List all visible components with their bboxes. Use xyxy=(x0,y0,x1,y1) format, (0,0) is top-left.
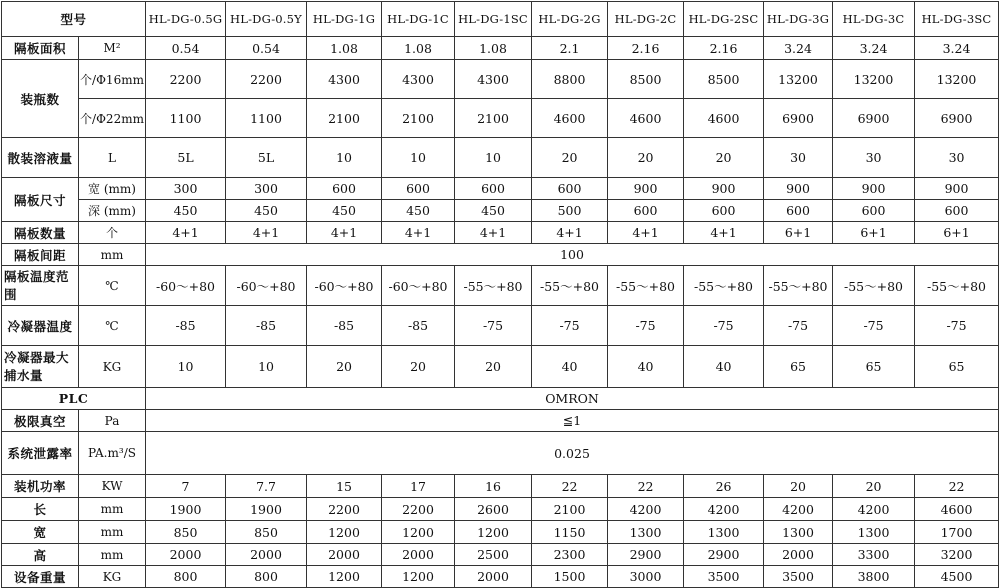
unit-cell: L xyxy=(79,138,146,178)
value-cell: 13200 xyxy=(764,60,833,99)
row-shelf-width xyxy=(2,178,999,200)
unit-cell: Pa xyxy=(79,410,146,432)
value-cell: 450 xyxy=(226,200,307,222)
value-cell: 20 xyxy=(455,346,532,388)
model-header-cell: HL-DG-2C xyxy=(608,2,684,37)
value-cell: 20 xyxy=(764,475,833,498)
value-cell: 4200 xyxy=(833,498,915,521)
value-cell: 2000 xyxy=(764,544,833,566)
unit-cell: ℃ xyxy=(79,266,146,306)
value-cell: 1300 xyxy=(684,521,764,544)
row-plc xyxy=(2,388,999,410)
value-cell: 6+1 xyxy=(833,222,915,244)
row-label: 隔板数量 xyxy=(2,222,79,244)
value-cell: 4600 xyxy=(684,99,764,138)
value-cell: 850 xyxy=(146,521,226,544)
row-label: 装瓶数 xyxy=(2,60,79,138)
unit-cell: 个 xyxy=(79,222,146,244)
unit-cell: 宽 (mm) xyxy=(79,178,146,200)
value-cell: 6900 xyxy=(833,99,915,138)
value-cell: 1200 xyxy=(307,521,382,544)
model-header-cell: HL-DG-0.5Y xyxy=(226,2,307,37)
row-condenser-capacity xyxy=(2,346,999,388)
value-cell: 4+1 xyxy=(532,222,608,244)
value-cell: 1100 xyxy=(146,99,226,138)
value-cell: 3000 xyxy=(608,566,684,588)
unit-cell: KW xyxy=(79,475,146,498)
value-cell: -75 xyxy=(532,306,608,346)
value-cell: 8500 xyxy=(684,60,764,99)
value-cell: 4600 xyxy=(532,99,608,138)
value-cell: 40 xyxy=(608,346,684,388)
value-cell: 4+1 xyxy=(684,222,764,244)
model-header-label: 型号 xyxy=(2,2,146,37)
unit-cell: KG xyxy=(79,346,146,388)
value-cell: 300 xyxy=(146,178,226,200)
row-label: 隔板间距 xyxy=(2,244,79,266)
value-cell: -75 xyxy=(455,306,532,346)
value-cell: 2000 xyxy=(455,566,532,588)
value-cell: 6+1 xyxy=(915,222,999,244)
value-cell: 10 xyxy=(307,138,382,178)
value-cell: 500 xyxy=(532,200,608,222)
value-cell: 2600 xyxy=(455,498,532,521)
unit-cell: mm xyxy=(79,244,146,266)
value-cell: 22 xyxy=(608,475,684,498)
value-cell: -75 xyxy=(684,306,764,346)
row-weight xyxy=(2,566,999,588)
value-cell: 2100 xyxy=(455,99,532,138)
value-cell: 600 xyxy=(833,200,915,222)
value-cell: 13200 xyxy=(915,60,999,99)
value-cell: 2200 xyxy=(382,498,455,521)
value-cell: 5L xyxy=(226,138,307,178)
row-label: 隔板温度范围 xyxy=(2,266,79,306)
value-cell: 900 xyxy=(833,178,915,200)
value-cell: 2.16 xyxy=(684,37,764,60)
row-shelf-depth xyxy=(2,200,999,222)
value-cell: 20 xyxy=(532,138,608,178)
value-cell: 2500 xyxy=(455,544,532,566)
value-cell: 20 xyxy=(608,138,684,178)
model-header-cell: HL-DG-0.5G xyxy=(146,2,226,37)
value-cell: -60～+80 xyxy=(382,266,455,306)
merged-value-cell: 100 xyxy=(146,244,999,266)
value-cell: 2000 xyxy=(226,544,307,566)
row-leak-rate xyxy=(2,432,999,475)
row-label: 极限真空 xyxy=(2,410,79,432)
value-cell: 600 xyxy=(307,178,382,200)
unit-cell: PA.m³/S xyxy=(79,432,146,475)
row-condenser-temp xyxy=(2,306,999,346)
value-cell: 4600 xyxy=(608,99,684,138)
value-cell: 1900 xyxy=(146,498,226,521)
row-height xyxy=(2,544,999,566)
value-cell: -55～+80 xyxy=(833,266,915,306)
value-cell: 1200 xyxy=(382,521,455,544)
value-cell: 2000 xyxy=(382,544,455,566)
value-cell: 1300 xyxy=(833,521,915,544)
value-cell: 900 xyxy=(764,178,833,200)
row-label: PLC xyxy=(2,388,146,410)
value-cell: 600 xyxy=(608,200,684,222)
row-bottles-phi22 xyxy=(2,99,999,138)
spec-table xyxy=(1,1,999,588)
value-cell: -85 xyxy=(307,306,382,346)
value-cell: 900 xyxy=(608,178,684,200)
value-cell: 1.08 xyxy=(307,37,382,60)
value-cell: 3300 xyxy=(833,544,915,566)
unit-cell: 个/Φ22mm xyxy=(79,99,146,138)
value-cell: 4200 xyxy=(684,498,764,521)
row-length xyxy=(2,498,999,521)
unit-cell: M² xyxy=(79,37,146,60)
value-cell: 2200 xyxy=(226,60,307,99)
value-cell: -55～+80 xyxy=(684,266,764,306)
value-cell: -75 xyxy=(833,306,915,346)
value-cell: 40 xyxy=(684,346,764,388)
value-cell: 4+1 xyxy=(455,222,532,244)
value-cell: 26 xyxy=(684,475,764,498)
value-cell: 65 xyxy=(764,346,833,388)
unit-cell: mm xyxy=(79,544,146,566)
value-cell: 2200 xyxy=(146,60,226,99)
value-cell: 2000 xyxy=(146,544,226,566)
value-cell: 0.54 xyxy=(146,37,226,60)
value-cell: 15 xyxy=(307,475,382,498)
value-cell: 1100 xyxy=(226,99,307,138)
value-cell: 4+1 xyxy=(146,222,226,244)
value-cell: 2900 xyxy=(608,544,684,566)
value-cell: 1500 xyxy=(532,566,608,588)
value-cell: 7 xyxy=(146,475,226,498)
value-cell: 1.08 xyxy=(382,37,455,60)
row-shelf-spacing xyxy=(2,244,999,266)
value-cell: 800 xyxy=(146,566,226,588)
value-cell: 300 xyxy=(226,178,307,200)
value-cell: -75 xyxy=(764,306,833,346)
value-cell: -85 xyxy=(146,306,226,346)
value-cell: 22 xyxy=(915,475,999,498)
merged-value-cell: ≦1 xyxy=(146,410,999,432)
value-cell: 1200 xyxy=(307,566,382,588)
row-label: 高 xyxy=(2,544,79,566)
value-cell: 4+1 xyxy=(608,222,684,244)
row-label: 宽 xyxy=(2,521,79,544)
value-cell: 450 xyxy=(382,200,455,222)
value-cell: 2100 xyxy=(307,99,382,138)
model-header-cell: HL-DG-2SC xyxy=(684,2,764,37)
model-header-cell: HL-DG-1G xyxy=(307,2,382,37)
value-cell: 5L xyxy=(146,138,226,178)
value-cell: 8800 xyxy=(532,60,608,99)
value-cell: 4+1 xyxy=(226,222,307,244)
value-cell: 30 xyxy=(833,138,915,178)
unit-cell: KG xyxy=(79,566,146,588)
value-cell: 16 xyxy=(455,475,532,498)
value-cell: 600 xyxy=(532,178,608,200)
value-cell: -85 xyxy=(382,306,455,346)
value-cell: 6+1 xyxy=(764,222,833,244)
value-cell: 850 xyxy=(226,521,307,544)
unit-cell: mm xyxy=(79,521,146,544)
model-header-cell: HL-DG-3SC xyxy=(915,2,999,37)
value-cell: 10 xyxy=(226,346,307,388)
value-cell: 2.1 xyxy=(532,37,608,60)
value-cell: 4300 xyxy=(455,60,532,99)
row-label: 装机功率 xyxy=(2,475,79,498)
value-cell: -55～+80 xyxy=(608,266,684,306)
value-cell: 20 xyxy=(307,346,382,388)
value-cell: 65 xyxy=(833,346,915,388)
value-cell: 3.24 xyxy=(764,37,833,60)
value-cell: 450 xyxy=(455,200,532,222)
model-header-cell: HL-DG-3G xyxy=(764,2,833,37)
value-cell: 3.24 xyxy=(833,37,915,60)
value-cell: 600 xyxy=(764,200,833,222)
value-cell: 4+1 xyxy=(307,222,382,244)
row-label: 散装溶液量 xyxy=(2,138,79,178)
row-label: 设备重量 xyxy=(2,566,79,588)
value-cell: 450 xyxy=(146,200,226,222)
value-cell: 600 xyxy=(684,200,764,222)
value-cell: -60～+80 xyxy=(226,266,307,306)
value-cell: 2.16 xyxy=(608,37,684,60)
value-cell: 1200 xyxy=(382,566,455,588)
header-row xyxy=(2,2,999,37)
row-label: 隔板面积 xyxy=(2,37,79,60)
value-cell: -75 xyxy=(608,306,684,346)
row-shelf-count xyxy=(2,222,999,244)
value-cell: 3.24 xyxy=(915,37,999,60)
row-bulk-liquid xyxy=(2,138,999,178)
value-cell: 600 xyxy=(455,178,532,200)
value-cell: 800 xyxy=(226,566,307,588)
value-cell: 40 xyxy=(532,346,608,388)
value-cell: 20 xyxy=(382,346,455,388)
value-cell: -75 xyxy=(915,306,999,346)
value-cell: 2200 xyxy=(307,498,382,521)
value-cell: -55～+80 xyxy=(764,266,833,306)
value-cell: 1900 xyxy=(226,498,307,521)
row-label: 冷凝器温度 xyxy=(2,306,79,346)
value-cell: 20 xyxy=(684,138,764,178)
value-cell: 3500 xyxy=(764,566,833,588)
row-power xyxy=(2,475,999,498)
value-cell: -60～+80 xyxy=(307,266,382,306)
model-header-cell: HL-DG-3C xyxy=(833,2,915,37)
value-cell: 2300 xyxy=(532,544,608,566)
value-cell: 4200 xyxy=(608,498,684,521)
value-cell: 17 xyxy=(382,475,455,498)
value-cell: 4+1 xyxy=(382,222,455,244)
value-cell: 4200 xyxy=(764,498,833,521)
value-cell: 13200 xyxy=(833,60,915,99)
value-cell: 1300 xyxy=(608,521,684,544)
value-cell: 900 xyxy=(915,178,999,200)
value-cell: 450 xyxy=(307,200,382,222)
row-shelf-area xyxy=(2,37,999,60)
value-cell: 20 xyxy=(833,475,915,498)
value-cell: 4300 xyxy=(307,60,382,99)
row-width xyxy=(2,521,999,544)
value-cell: 2000 xyxy=(307,544,382,566)
value-cell: 3800 xyxy=(833,566,915,588)
value-cell: 6900 xyxy=(915,99,999,138)
value-cell: -55～+80 xyxy=(455,266,532,306)
value-cell: 3500 xyxy=(684,566,764,588)
row-shelf-temp xyxy=(2,266,999,306)
value-cell: -55～+80 xyxy=(532,266,608,306)
value-cell: 2100 xyxy=(532,498,608,521)
unit-cell: 深 (mm) xyxy=(79,200,146,222)
value-cell: 4600 xyxy=(915,498,999,521)
value-cell: 10 xyxy=(146,346,226,388)
value-cell: 6900 xyxy=(764,99,833,138)
model-header-cell: HL-DG-1C xyxy=(382,2,455,37)
value-cell: 900 xyxy=(684,178,764,200)
value-cell: 600 xyxy=(382,178,455,200)
value-cell: 4500 xyxy=(915,566,999,588)
value-cell: 65 xyxy=(915,346,999,388)
value-cell: 30 xyxy=(915,138,999,178)
value-cell: 4300 xyxy=(382,60,455,99)
value-cell: -85 xyxy=(226,306,307,346)
model-header-cell: HL-DG-2G xyxy=(532,2,608,37)
value-cell: 30 xyxy=(764,138,833,178)
unit-cell: 个/Φ16mm xyxy=(79,60,146,99)
value-cell: 10 xyxy=(455,138,532,178)
value-cell: 22 xyxy=(532,475,608,498)
value-cell: 1.08 xyxy=(455,37,532,60)
value-cell: 1300 xyxy=(764,521,833,544)
row-label: 系统泄露率 xyxy=(2,432,79,475)
merged-value-cell: OMRON xyxy=(146,388,999,410)
model-header-cell: HL-DG-1SC xyxy=(455,2,532,37)
value-cell: -55～+80 xyxy=(915,266,999,306)
unit-cell: ℃ xyxy=(79,306,146,346)
row-label: 冷凝器最大捕水量 xyxy=(2,346,79,388)
value-cell: 600 xyxy=(915,200,999,222)
merged-value-cell: 0.025 xyxy=(146,432,999,475)
value-cell: 2900 xyxy=(684,544,764,566)
value-cell: 2100 xyxy=(382,99,455,138)
value-cell: 1150 xyxy=(532,521,608,544)
value-cell: 1700 xyxy=(915,521,999,544)
value-cell: 7.7 xyxy=(226,475,307,498)
unit-cell: mm xyxy=(79,498,146,521)
row-label: 长 xyxy=(2,498,79,521)
value-cell: 3200 xyxy=(915,544,999,566)
value-cell: -60～+80 xyxy=(146,266,226,306)
row-label: 隔板尺寸 xyxy=(2,178,79,222)
row-bottles-phi16 xyxy=(2,60,999,99)
value-cell: 10 xyxy=(382,138,455,178)
value-cell: 1200 xyxy=(455,521,532,544)
value-cell: 8500 xyxy=(608,60,684,99)
value-cell: 0.54 xyxy=(226,37,307,60)
row-vacuum xyxy=(2,410,999,432)
